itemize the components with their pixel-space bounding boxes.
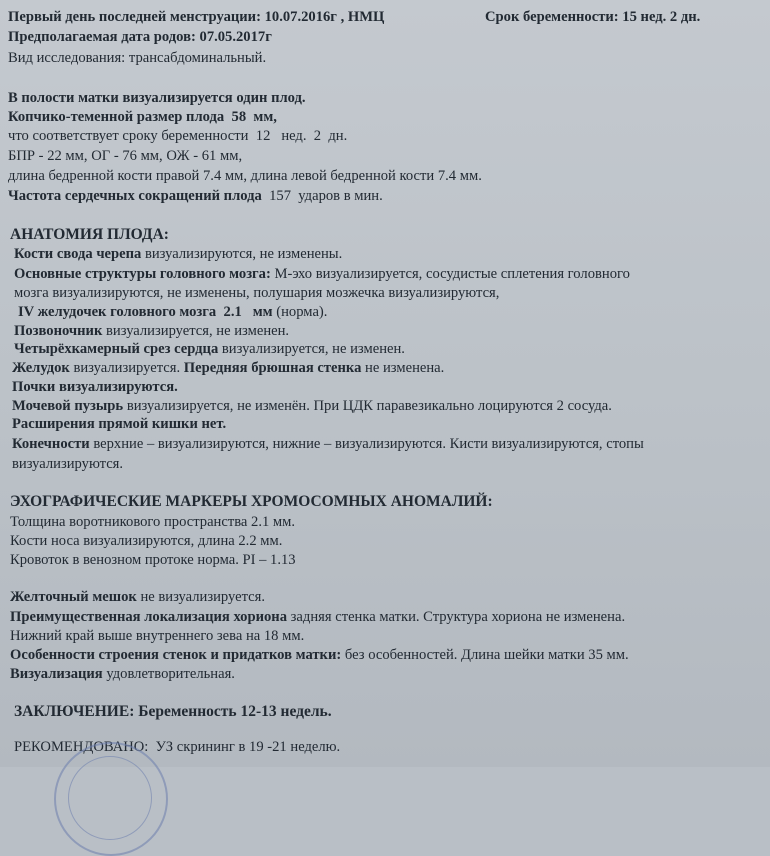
- seal-stamp: [54, 742, 168, 856]
- nt-line: Толщина воротникового пространства 2.1 мм.: [10, 514, 296, 530]
- seal-stamp-inner-ring: [68, 756, 152, 840]
- conclusion-line: ЗАКЛЮЧЕНИЕ: Беременность 12-13 недель.: [14, 703, 332, 720]
- edd-line: Предполагаемая дата родов: 07.05.2017г: [8, 29, 272, 45]
- single-fetus-line: В полости матки визуализируется один плод.: [8, 90, 306, 106]
- markers-title: ЭХОГРАФИЧЕСКИЕ МАРКЕРЫ ХРОМОСОМНЫХ АНОМАЛИЙ:: [10, 493, 493, 510]
- biometry-line: БПР - 22 мм, ОГ - 76 мм, ОЖ - 61 мм,: [8, 148, 243, 164]
- visualization-line: Визуализация удовлетворительная.: [10, 666, 235, 682]
- gestational-age-line: Срок беременности: 15 нед. 2 дн.: [485, 9, 701, 25]
- ventricle-line: IV желудочек головного мозга 2.1 мм (норма).: [18, 304, 328, 320]
- ductus-venosus-line: Кровоток в венозном протоке норма. PI – 1.13: [10, 552, 296, 568]
- lower-edge-line: Нижний край выше внутреннего зева на 18 мм.: [10, 628, 305, 644]
- brain-line-2: мозга визуализируются, не изменены, полушария мозжечка визуализируются,: [14, 285, 500, 301]
- recommendation-line: РЕКОМЕНДОВАНО: УЗ скрининг в 19 -21 неделю.: [14, 739, 341, 755]
- brain-line: Основные структуры головного мозга: М-эхо визуализируется, сосудистые сплетения головного: [14, 266, 630, 282]
- femur-line: длина бедренной кости правой 7.4 мм, длина левой бедренной кости 7.4 мм.: [8, 168, 482, 184]
- heart-line: Четырёхкамерный срез сердца визуализируется, не изменен.: [14, 341, 405, 357]
- lmp-line: Первый день последней менструации: 10.07.2016г , НМЦ: [8, 9, 385, 25]
- anatomy-title: АНАТОМИЯ ПЛОДА:: [10, 226, 169, 243]
- fhr-line: Частота сердечных сокращений плода 157 ударов в мин.: [8, 188, 383, 204]
- uterus-line: Особенности строения стенок и придатков матки: без особенностей. Длина шейки матки 35 мм.: [10, 647, 629, 663]
- yolk-sac-line: Желточный мешок не визуализируется.: [10, 589, 266, 605]
- crl-line: Копчико-теменной размер плода 58 мм,: [8, 109, 277, 125]
- limbs-line-2: визуализируются.: [12, 456, 124, 472]
- spine-line: Позвоночник визуализируется, не изменен.: [14, 323, 290, 339]
- bladder-line: Мочевой пузырь визуализируется, не изменён. При ЦДК паравезикально лоцируются 2 сосуда.: [12, 398, 612, 414]
- limbs-line: Конечности верхние – визуализируются, нижние – визуализируются. Кисти визуализируются, стопы: [12, 436, 644, 452]
- chorion-line: Преимущественная локализация хориона задняя стенка матки. Структура хориона не изменена.: [10, 609, 626, 625]
- rectum-line: Расширения прямой кишки нет.: [12, 416, 227, 432]
- nasal-bone-line: Кости носа визуализируются, длина 2.2 мм.: [10, 533, 283, 549]
- kidneys-line: Почки визуализируются.: [12, 379, 178, 395]
- stomach-line: Желудок визуализируется. Передняя брюшная стенка не изменена.: [12, 360, 445, 376]
- exam-type-line: Вид исследования: трансабдоминальный.: [8, 50, 267, 66]
- skull-line: Кости свода черепа визуализируются, не изменены.: [14, 246, 343, 262]
- crl-ga-line: что соответствует сроку беременности 12 нед. 2 дн.: [8, 128, 348, 144]
